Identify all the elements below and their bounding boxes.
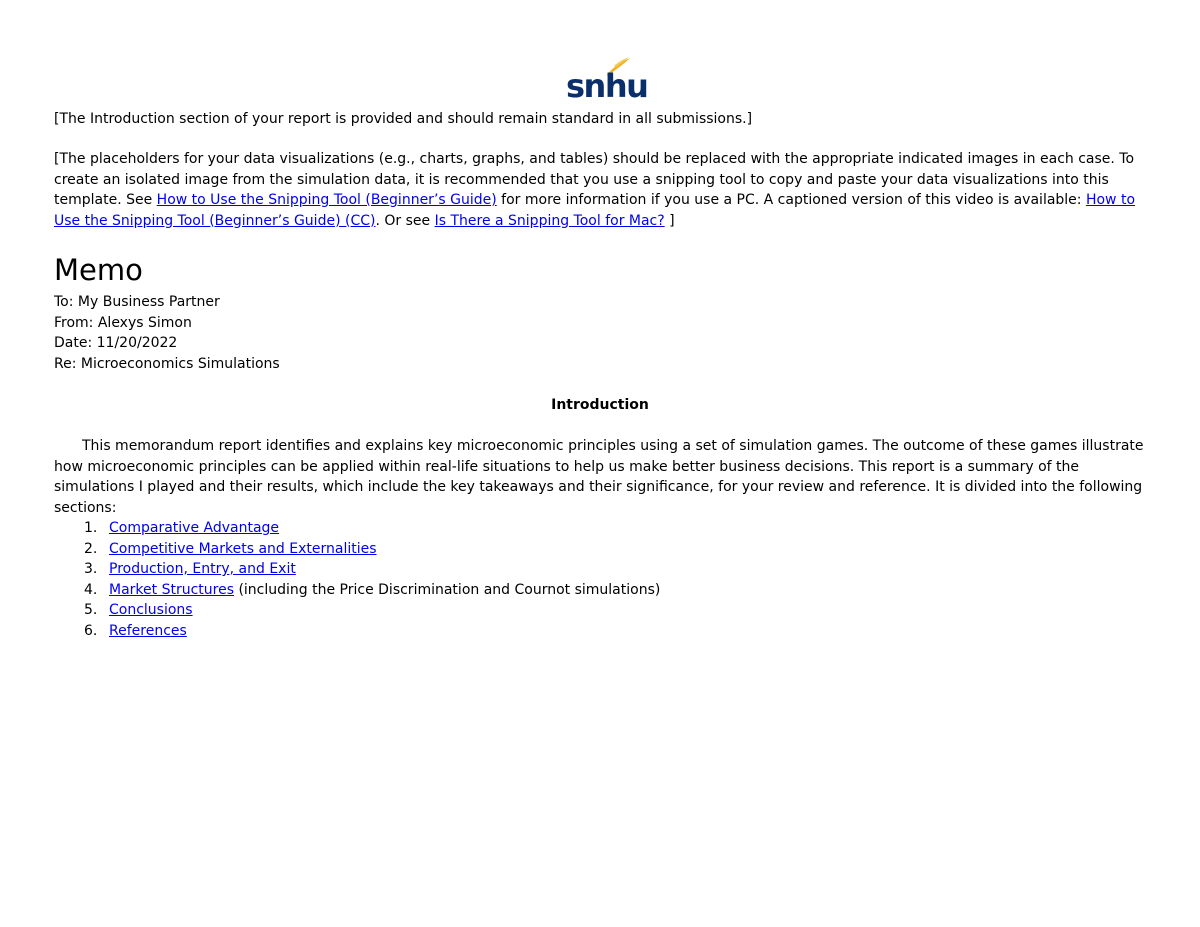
memo-from: From: Alexys Simon	[54, 314, 192, 331]
placeholder-note	[54, 149, 1154, 231]
placeholder-note-text-3: . Or see	[375, 212, 435, 229]
section-link-competitive-markets[interactable]: Competitive Markets and Externalities	[109, 540, 377, 557]
memo-date: Date: 11/20/2022	[54, 335, 178, 351]
placeholder-note-end: ]	[664, 212, 675, 229]
list-number: 1.	[84, 520, 98, 536]
section-link-production-entry-exit[interactable]: Production, Entry, and Exit	[109, 561, 296, 577]
list-item	[54, 539, 660, 560]
section-link-comparative-advantage[interactable]: Comparative Advantage	[109, 520, 280, 536]
memo-re: Re: Microeconomics Simulations	[54, 355, 280, 372]
memo-title: Memo	[54, 253, 143, 287]
list-number: 2.	[84, 540, 98, 557]
section-link-references[interactable]: References	[109, 622, 187, 639]
logo-text: snhu	[566, 67, 648, 105]
intro-standard-note: [The Introduction section of your report is provided and should remain standard in all submissions.]	[54, 111, 753, 127]
snipping-tool-cc-link[interactable]: How to Use the Snipping Tool (Beginner’s Guide) (CC)	[54, 192, 1136, 229]
sections-list	[54, 518, 660, 641]
list-item	[54, 621, 660, 642]
section-link-conclusions[interactable]: Conclusions	[109, 602, 193, 618]
snipping-tool-mac-link[interactable]: Is There a Snipping Tool for Mac?	[434, 212, 665, 229]
list-item	[54, 600, 660, 621]
list-item	[54, 559, 660, 580]
snipping-tool-guide-link[interactable]: How to Use the Snipping Tool (Beginner’s Guide)	[156, 192, 497, 208]
introduction-body: This memorandum report identifies and explains key microeconomic principles using a set of simulation games. The outcome of these games illustrate how microeconomic principles can be applied within real-life situations to help us make better business decisions. This report is a summary of the simulations I played and their results, which include the key takeaways and their significance, for your review and reference. It is divided into the following sections:	[54, 438, 1144, 516]
memo-header	[54, 292, 280, 374]
list-number: 6.	[84, 622, 98, 639]
list-number: 5.	[84, 602, 98, 618]
snhu-logo	[566, 56, 648, 105]
list-item	[54, 580, 660, 601]
list-item	[54, 518, 660, 539]
list-number: 4.	[84, 581, 98, 598]
list-number: 3.	[84, 561, 98, 577]
placeholder-note-text-2: for more information if you use a PC. A captioned version of this video is available:	[496, 192, 1086, 208]
memo-to: To: My Business Partner	[54, 294, 220, 310]
introduction-heading: Introduction	[551, 397, 649, 413]
section-link-market-structures[interactable]: Market Structures	[109, 581, 234, 598]
list-suffix: (including the Price Discrimination and Cournot simulations)	[234, 581, 661, 598]
placeholder-note-text: [The placeholders for your data visualizations (e.g., charts, graphs, and tables) should be replaced with the appropriate indicated images in each case. To create an isolated image from the simulation data, it is recommended that you use a snipping tool to copy and paste your data visualizations into this template. See	[54, 151, 1135, 208]
